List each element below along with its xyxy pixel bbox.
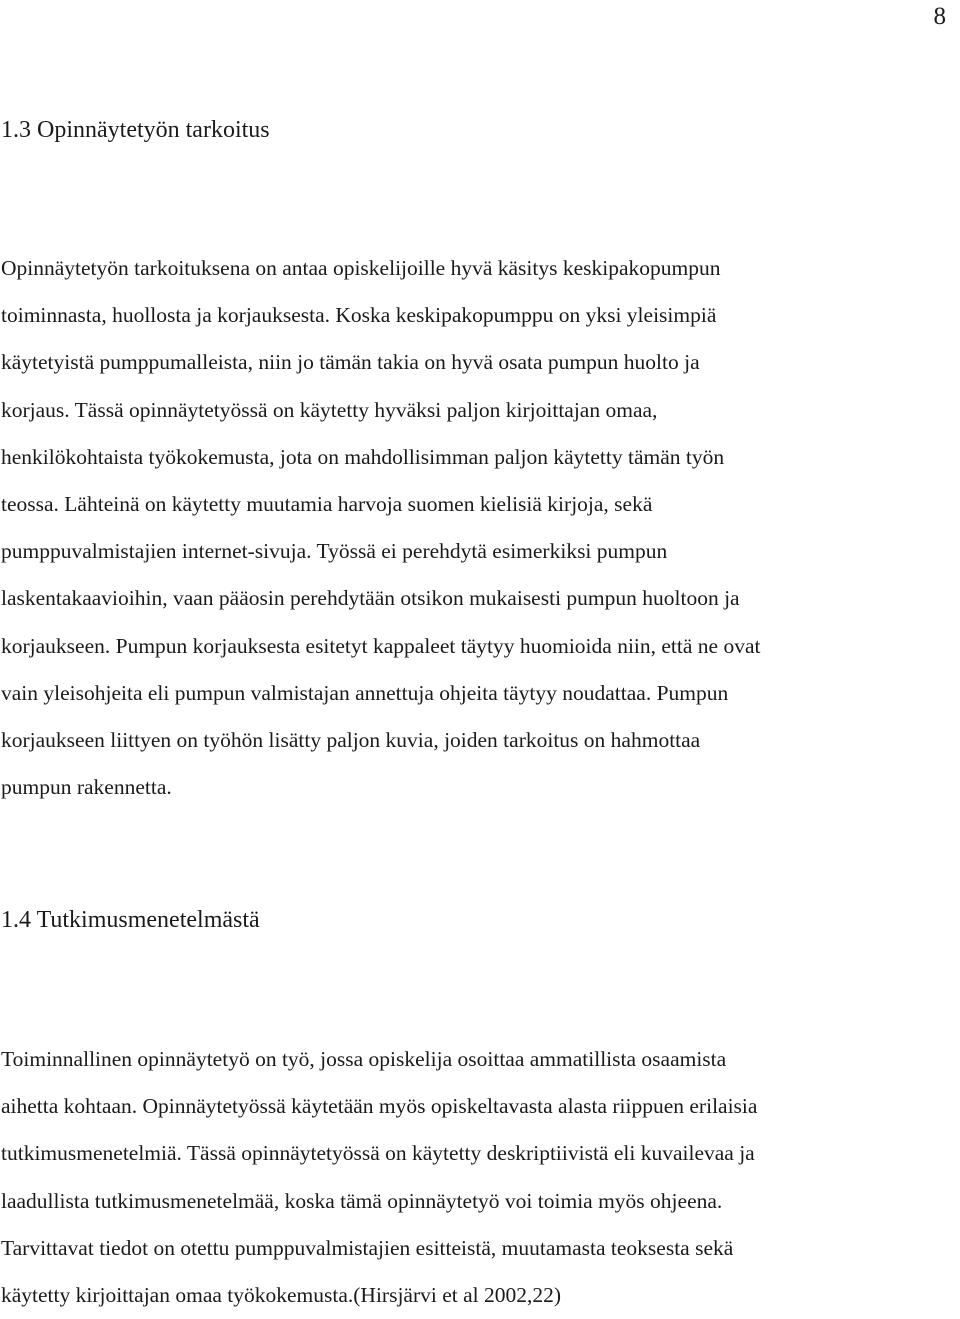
section-heading-purpose: 1.3 Opinnäytetyön tarkoitus bbox=[1, 117, 270, 143]
paragraph-line: aihetta kohtaan. Opinnäytetyössä käytetään myös opiskeltavasta alasta riippuen erilaisia bbox=[1, 1094, 758, 1119]
paragraph-line: laadullista tutkimusmenetelmää, koska tämä opinnäytetyö voi toimia myös ohjeena. bbox=[1, 1188, 723, 1213]
paragraph-line: vain yleisohjeita eli pumpun valmistajan annettuja ohjeita täytyy noudattaa. Pumpun bbox=[1, 680, 729, 705]
page-number: 8 bbox=[933, 3, 946, 30]
paragraph-line: Toiminnallinen opinnäytetyö on työ, jossa opiskelija osoittaa ammatillista osaamista bbox=[1, 1047, 727, 1071]
paragraph-line: Tarvittavat tiedot on otettu pumppuvalmistajien esitteistä, muutamasta teoksesta sekä bbox=[1, 1235, 734, 1260]
paragraph-line: toiminnasta, huollosta ja korjauksesta. Koska keskipakopumppu on yksi yleisimpiä bbox=[1, 303, 717, 328]
paragraph-line: Opinnäytetyön tarkoituksena on antaa opiskelijoille hyvä käsitys keskipakopumpun bbox=[1, 256, 721, 280]
paragraph-line: korjaukseen. Pumpun korjauksesta esitetyt kappaleet täytyy huomioida niin, että ne ovat bbox=[1, 633, 761, 658]
paragraph-purpose bbox=[1, 245, 760, 811]
paragraph-line: teossa. Lähteinä on käytetty muutamia harvoja suomen kielisiä kirjoja, sekä bbox=[1, 492, 653, 517]
paragraph-methods bbox=[1, 1036, 757, 1319]
section-heading-methods: 1.4 Tutkimusmenetelmästä bbox=[1, 907, 260, 933]
paragraph-line: käytetty kirjoittajan omaa työkokemusta.(Hirsjärvi et al 2002,22) bbox=[1, 1283, 562, 1308]
paragraph-line: korjaukseen liittyen on työhön lisätty paljon kuvia, joiden tarkoitus on hahmottaa bbox=[1, 728, 701, 753]
paragraph-line: henkilökohtaista työkokemusta, jota on mahdollisimman paljon käytetty tämän työn bbox=[1, 444, 725, 469]
paragraph-line: pumppuvalmistajien internet-sivuja. Työssä ei perehdytä esimerkiksi pumpun bbox=[1, 539, 668, 564]
paragraph-line: tutkimusmenetelmiä. Tässä opinnäytetyössä on käytetty deskriptiivistä eli kuvailevaa ja bbox=[1, 1141, 755, 1166]
paragraph-line: käytetyistä pumppumalleista, niin jo tämän takia on hyvä osata pumpun huolto ja bbox=[1, 350, 700, 375]
paragraph-line: laskentakaavioihin, vaan pääosin perehdytään otsikon mukaisesti pumpun huoltoon ja bbox=[1, 586, 740, 611]
paragraph-line: pumpun rakennetta. bbox=[1, 775, 172, 800]
paragraph-line: korjaus. Tässä opinnäytetyössä on käytetty hyväksi paljon kirjoittajan omaa, bbox=[1, 397, 658, 422]
